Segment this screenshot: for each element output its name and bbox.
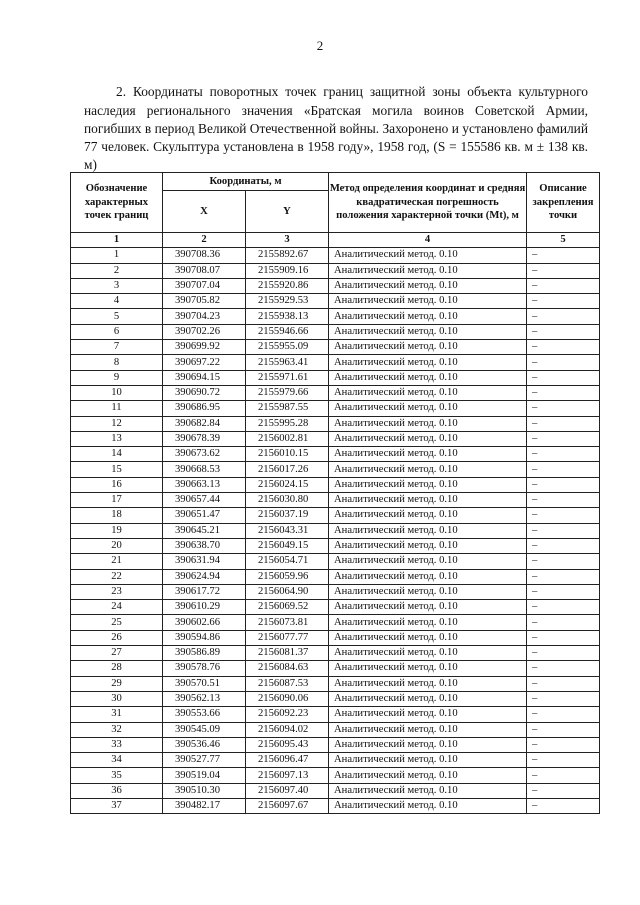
description-cell: – [527, 401, 600, 416]
page-number: 2 [316, 38, 324, 53]
method-cell: Аналитический метод. 0.10 [329, 737, 527, 752]
y-coordinate-cell: 2156054.71 [246, 554, 329, 569]
method-cell: Аналитический метод. 0.10 [329, 753, 527, 768]
y-coordinate-cell: 2156092.23 [246, 707, 329, 722]
y-coordinate-cell: 2156049.15 [246, 538, 329, 553]
x-coordinate-cell: 390527.77 [163, 753, 246, 768]
y-coordinate-cell: 2156094.02 [246, 722, 329, 737]
y-coordinate-cell: 2156043.31 [246, 523, 329, 538]
description-cell: – [527, 416, 600, 431]
method-cell: Аналитический метод. 0.10 [329, 401, 527, 416]
method-cell: Аналитический метод. 0.10 [329, 355, 527, 370]
x-coordinate-cell: 390482.17 [163, 798, 246, 813]
method-cell: Аналитический метод. 0.10 [329, 661, 527, 676]
method-cell: Аналитический метод. 0.10 [329, 278, 527, 293]
description-cell: – [527, 523, 600, 538]
y-coordinate-cell: 2156069.52 [246, 600, 329, 615]
table-row [71, 569, 600, 584]
y-coordinate-cell: 2155979.66 [246, 385, 329, 400]
method-cell: Аналитический метод. 0.10 [329, 263, 527, 278]
x-coordinate-cell: 390545.09 [163, 722, 246, 737]
method-cell: Аналитический метод. 0.10 [329, 431, 527, 446]
point-number-cell: 17 [71, 493, 163, 508]
y-coordinate-cell: 2156017.26 [246, 462, 329, 477]
description-cell: – [527, 661, 600, 676]
point-number-cell: 25 [71, 615, 163, 630]
method-cell: Аналитический метод. 0.10 [329, 691, 527, 706]
description-cell: – [527, 737, 600, 752]
y-coordinate-cell: 2156010.15 [246, 447, 329, 462]
point-number-cell: 15 [71, 462, 163, 477]
method-cell: Аналитический метод. 0.10 [329, 309, 527, 324]
table-row [71, 523, 600, 538]
column-index: 2 [163, 233, 246, 248]
coordinates-table-body [71, 248, 600, 814]
description-cell: – [527, 370, 600, 385]
x-coordinate-cell: 390678.39 [163, 431, 246, 446]
y-coordinate-cell: 2156097.67 [246, 798, 329, 813]
x-coordinate-cell: 390553.66 [163, 707, 246, 722]
table-row [71, 753, 600, 768]
x-coordinate-cell: 390707.04 [163, 278, 246, 293]
y-coordinate-cell: 2155995.28 [246, 416, 329, 431]
table-row [71, 676, 600, 691]
description-cell: – [527, 508, 600, 523]
x-coordinate-cell: 390562.13 [163, 691, 246, 706]
x-coordinate-cell: 390697.22 [163, 355, 246, 370]
description-cell: – [527, 278, 600, 293]
point-number-cell: 29 [71, 676, 163, 691]
description-cell: – [527, 600, 600, 615]
y-coordinate-cell: 2156002.81 [246, 431, 329, 446]
method-cell: Аналитический метод. 0.10 [329, 584, 527, 599]
method-cell: Аналитический метод. 0.10 [329, 722, 527, 737]
x-coordinate-cell: 390594.86 [163, 630, 246, 645]
table-row [71, 294, 600, 309]
point-number-cell: 12 [71, 416, 163, 431]
table-row [71, 615, 600, 630]
description-cell: – [527, 783, 600, 798]
description-cell: – [527, 355, 600, 370]
x-coordinate-cell: 390708.07 [163, 263, 246, 278]
x-coordinate-cell: 390570.51 [163, 676, 246, 691]
point-number-cell: 7 [71, 340, 163, 355]
table-row [71, 768, 600, 783]
description-cell: – [527, 447, 600, 462]
description-cell: – [527, 630, 600, 645]
point-number-cell: 10 [71, 385, 163, 400]
point-number-cell: 6 [71, 324, 163, 339]
description-cell: – [527, 385, 600, 400]
y-coordinate-cell: 2155929.53 [246, 294, 329, 309]
y-coordinate-cell: 2156073.81 [246, 615, 329, 630]
x-coordinate-cell: 390705.82 [163, 294, 246, 309]
description-cell: – [527, 615, 600, 630]
method-cell: Аналитический метод. 0.10 [329, 630, 527, 645]
method-cell: Аналитический метод. 0.10 [329, 248, 527, 263]
description-cell: – [527, 462, 600, 477]
table-row [71, 600, 600, 615]
section-intro-paragraph: 2. Координаты поворотных точек границ защитной зоны объекта культурного наследия регионального значения «Братская могила воинов Советской Армии, погибших в период Великой Отечественной войны. Захоронено и установлено фамилий 77 человек. Скульптура установлена в 1958 году», 1958 год, (S = 155586 кв. м ± 138 кв. м) [84, 84, 588, 173]
y-coordinate-cell: 2156077.77 [246, 630, 329, 645]
method-cell: Аналитический метод. 0.10 [329, 768, 527, 783]
table-row [71, 554, 600, 569]
x-coordinate-cell: 390624.94 [163, 569, 246, 584]
method-cell: Аналитический метод. 0.10 [329, 646, 527, 661]
point-number-cell: 23 [71, 584, 163, 599]
table-row [71, 737, 600, 752]
x-coordinate-cell: 390686.95 [163, 401, 246, 416]
header-y: Y [246, 191, 329, 233]
point-number-cell: 32 [71, 722, 163, 737]
x-coordinate-cell: 390699.92 [163, 340, 246, 355]
description-cell: – [527, 798, 600, 813]
table-row [71, 584, 600, 599]
point-number-cell: 16 [71, 477, 163, 492]
table-row [71, 370, 600, 385]
point-number-cell: 36 [71, 783, 163, 798]
x-coordinate-cell: 390519.04 [163, 768, 246, 783]
point-number-cell: 9 [71, 370, 163, 385]
header-coordinates: Координаты, м [163, 173, 329, 191]
x-coordinate-cell: 390510.30 [163, 783, 246, 798]
y-coordinate-cell: 2155909.16 [246, 263, 329, 278]
method-cell: Аналитический метод. 0.10 [329, 416, 527, 431]
y-coordinate-cell: 2156037.19 [246, 508, 329, 523]
table-row [71, 477, 600, 492]
method-cell: Аналитический метод. 0.10 [329, 447, 527, 462]
description-cell: – [527, 707, 600, 722]
point-number-cell: 27 [71, 646, 163, 661]
point-number-cell: 1 [71, 248, 163, 263]
method-cell: Аналитический метод. 0.10 [329, 508, 527, 523]
point-number-cell: 4 [71, 294, 163, 309]
table-row [71, 431, 600, 446]
description-cell: – [527, 554, 600, 569]
method-cell: Аналитический метод. 0.10 [329, 676, 527, 691]
point-number-cell: 31 [71, 707, 163, 722]
description-cell: – [527, 340, 600, 355]
x-coordinate-cell: 390645.21 [163, 523, 246, 538]
y-coordinate-cell: 2155987.55 [246, 401, 329, 416]
y-coordinate-cell: 2156097.40 [246, 783, 329, 798]
table-row [71, 447, 600, 462]
header-method: Метод определения координат и средняя квадратическая погрешность положения характерной точки (Mt), м [329, 173, 527, 233]
table-row [71, 630, 600, 645]
method-cell: Аналитический метод. 0.10 [329, 477, 527, 492]
x-coordinate-cell: 390578.76 [163, 661, 246, 676]
x-coordinate-cell: 390663.13 [163, 477, 246, 492]
coordinates-table [70, 172, 600, 814]
method-cell: Аналитический метод. 0.10 [329, 615, 527, 630]
point-number-cell: 14 [71, 447, 163, 462]
table-row [71, 707, 600, 722]
y-coordinate-cell: 2155892.67 [246, 248, 329, 263]
y-coordinate-cell: 2156096.47 [246, 753, 329, 768]
point-number-cell: 24 [71, 600, 163, 615]
method-cell: Аналитический метод. 0.10 [329, 462, 527, 477]
description-cell: – [527, 263, 600, 278]
y-coordinate-cell: 2155920.86 [246, 278, 329, 293]
table-row [71, 309, 600, 324]
method-cell: Аналитический метод. 0.10 [329, 370, 527, 385]
table-row [71, 493, 600, 508]
description-cell: – [527, 584, 600, 599]
table-row [71, 355, 600, 370]
description-cell: – [527, 477, 600, 492]
y-coordinate-cell: 2156064.90 [246, 584, 329, 599]
point-number-cell: 30 [71, 691, 163, 706]
table-row [71, 798, 600, 813]
point-number-cell: 18 [71, 508, 163, 523]
point-number-cell: 11 [71, 401, 163, 416]
description-cell: – [527, 538, 600, 553]
table-row [71, 416, 600, 431]
method-cell: Аналитический метод. 0.10 [329, 783, 527, 798]
y-coordinate-cell: 2156024.15 [246, 477, 329, 492]
table-row [71, 783, 600, 798]
y-coordinate-cell: 2156081.37 [246, 646, 329, 661]
method-cell: Аналитический метод. 0.10 [329, 600, 527, 615]
description-cell: – [527, 768, 600, 783]
y-coordinate-cell: 2156097.13 [246, 768, 329, 783]
column-index: 1 [71, 233, 163, 248]
x-coordinate-cell: 390610.29 [163, 600, 246, 615]
table-row [71, 248, 600, 263]
x-coordinate-cell: 390617.72 [163, 584, 246, 599]
x-coordinate-cell: 390536.46 [163, 737, 246, 752]
table-row [71, 508, 600, 523]
description-cell: – [527, 753, 600, 768]
method-cell: Аналитический метод. 0.10 [329, 798, 527, 813]
x-coordinate-cell: 390638.70 [163, 538, 246, 553]
x-coordinate-cell: 390668.53 [163, 462, 246, 477]
x-coordinate-cell: 390657.44 [163, 493, 246, 508]
description-cell: – [527, 691, 600, 706]
x-coordinate-cell: 390682.84 [163, 416, 246, 431]
method-cell: Аналитический метод. 0.10 [329, 385, 527, 400]
description-cell: – [527, 309, 600, 324]
table-row [71, 722, 600, 737]
table-row [71, 401, 600, 416]
description-cell: – [527, 248, 600, 263]
point-number-cell: 33 [71, 737, 163, 752]
column-index: 5 [527, 233, 600, 248]
y-coordinate-cell: 2155946.66 [246, 324, 329, 339]
method-cell: Аналитический метод. 0.10 [329, 340, 527, 355]
method-cell: Аналитический метод. 0.10 [329, 294, 527, 309]
table-row [71, 661, 600, 676]
y-coordinate-cell: 2156095.43 [246, 737, 329, 752]
header-designation: Обозначение характерных точек границ [71, 173, 163, 233]
table-row [71, 385, 600, 400]
method-cell: Аналитический метод. 0.10 [329, 707, 527, 722]
description-cell: – [527, 676, 600, 691]
table-row [71, 646, 600, 661]
x-coordinate-cell: 390631.94 [163, 554, 246, 569]
point-number-cell: 13 [71, 431, 163, 446]
y-coordinate-cell: 2156090.06 [246, 691, 329, 706]
x-coordinate-cell: 390602.66 [163, 615, 246, 630]
method-cell: Аналитический метод. 0.10 [329, 523, 527, 538]
x-coordinate-cell: 390651.47 [163, 508, 246, 523]
table-row [71, 538, 600, 553]
table-row [71, 263, 600, 278]
y-coordinate-cell: 2156030.80 [246, 493, 329, 508]
description-cell: – [527, 569, 600, 584]
column-index: 4 [329, 233, 527, 248]
point-number-cell: 35 [71, 768, 163, 783]
method-cell: Аналитический метод. 0.10 [329, 324, 527, 339]
y-coordinate-cell: 2155938.13 [246, 309, 329, 324]
method-cell: Аналитический метод. 0.10 [329, 493, 527, 508]
description-cell: – [527, 431, 600, 446]
point-number-cell: 34 [71, 753, 163, 768]
x-coordinate-cell: 390708.36 [163, 248, 246, 263]
x-coordinate-cell: 390704.23 [163, 309, 246, 324]
point-number-cell: 21 [71, 554, 163, 569]
point-number-cell: 37 [71, 798, 163, 813]
point-number-cell: 20 [71, 538, 163, 553]
column-index: 3 [246, 233, 329, 248]
x-coordinate-cell: 390702.26 [163, 324, 246, 339]
table-row [71, 340, 600, 355]
point-number-cell: 8 [71, 355, 163, 370]
point-number-cell: 28 [71, 661, 163, 676]
x-coordinate-cell: 390690.72 [163, 385, 246, 400]
table-row [71, 691, 600, 706]
description-cell: – [527, 646, 600, 661]
table-row [71, 278, 600, 293]
header-x: X [163, 191, 246, 233]
method-cell: Аналитический метод. 0.10 [329, 569, 527, 584]
point-number-cell: 19 [71, 523, 163, 538]
y-coordinate-cell: 2155963.41 [246, 355, 329, 370]
method-cell: Аналитический метод. 0.10 [329, 554, 527, 569]
table-row [71, 462, 600, 477]
table-row [71, 324, 600, 339]
y-coordinate-cell: 2155971.61 [246, 370, 329, 385]
y-coordinate-cell: 2156084.63 [246, 661, 329, 676]
y-coordinate-cell: 2155955.09 [246, 340, 329, 355]
point-number-cell: 2 [71, 263, 163, 278]
description-cell: – [527, 294, 600, 309]
description-cell: – [527, 324, 600, 339]
y-coordinate-cell: 2156087.53 [246, 676, 329, 691]
description-cell: – [527, 493, 600, 508]
point-number-cell: 3 [71, 278, 163, 293]
x-coordinate-cell: 390586.89 [163, 646, 246, 661]
header-description: Описание закрепления точки [527, 173, 600, 233]
y-coordinate-cell: 2156059.96 [246, 569, 329, 584]
point-number-cell: 26 [71, 630, 163, 645]
x-coordinate-cell: 390694.15 [163, 370, 246, 385]
description-cell: – [527, 722, 600, 737]
point-number-cell: 22 [71, 569, 163, 584]
point-number-cell: 5 [71, 309, 163, 324]
method-cell: Аналитический метод. 0.10 [329, 538, 527, 553]
x-coordinate-cell: 390673.62 [163, 447, 246, 462]
